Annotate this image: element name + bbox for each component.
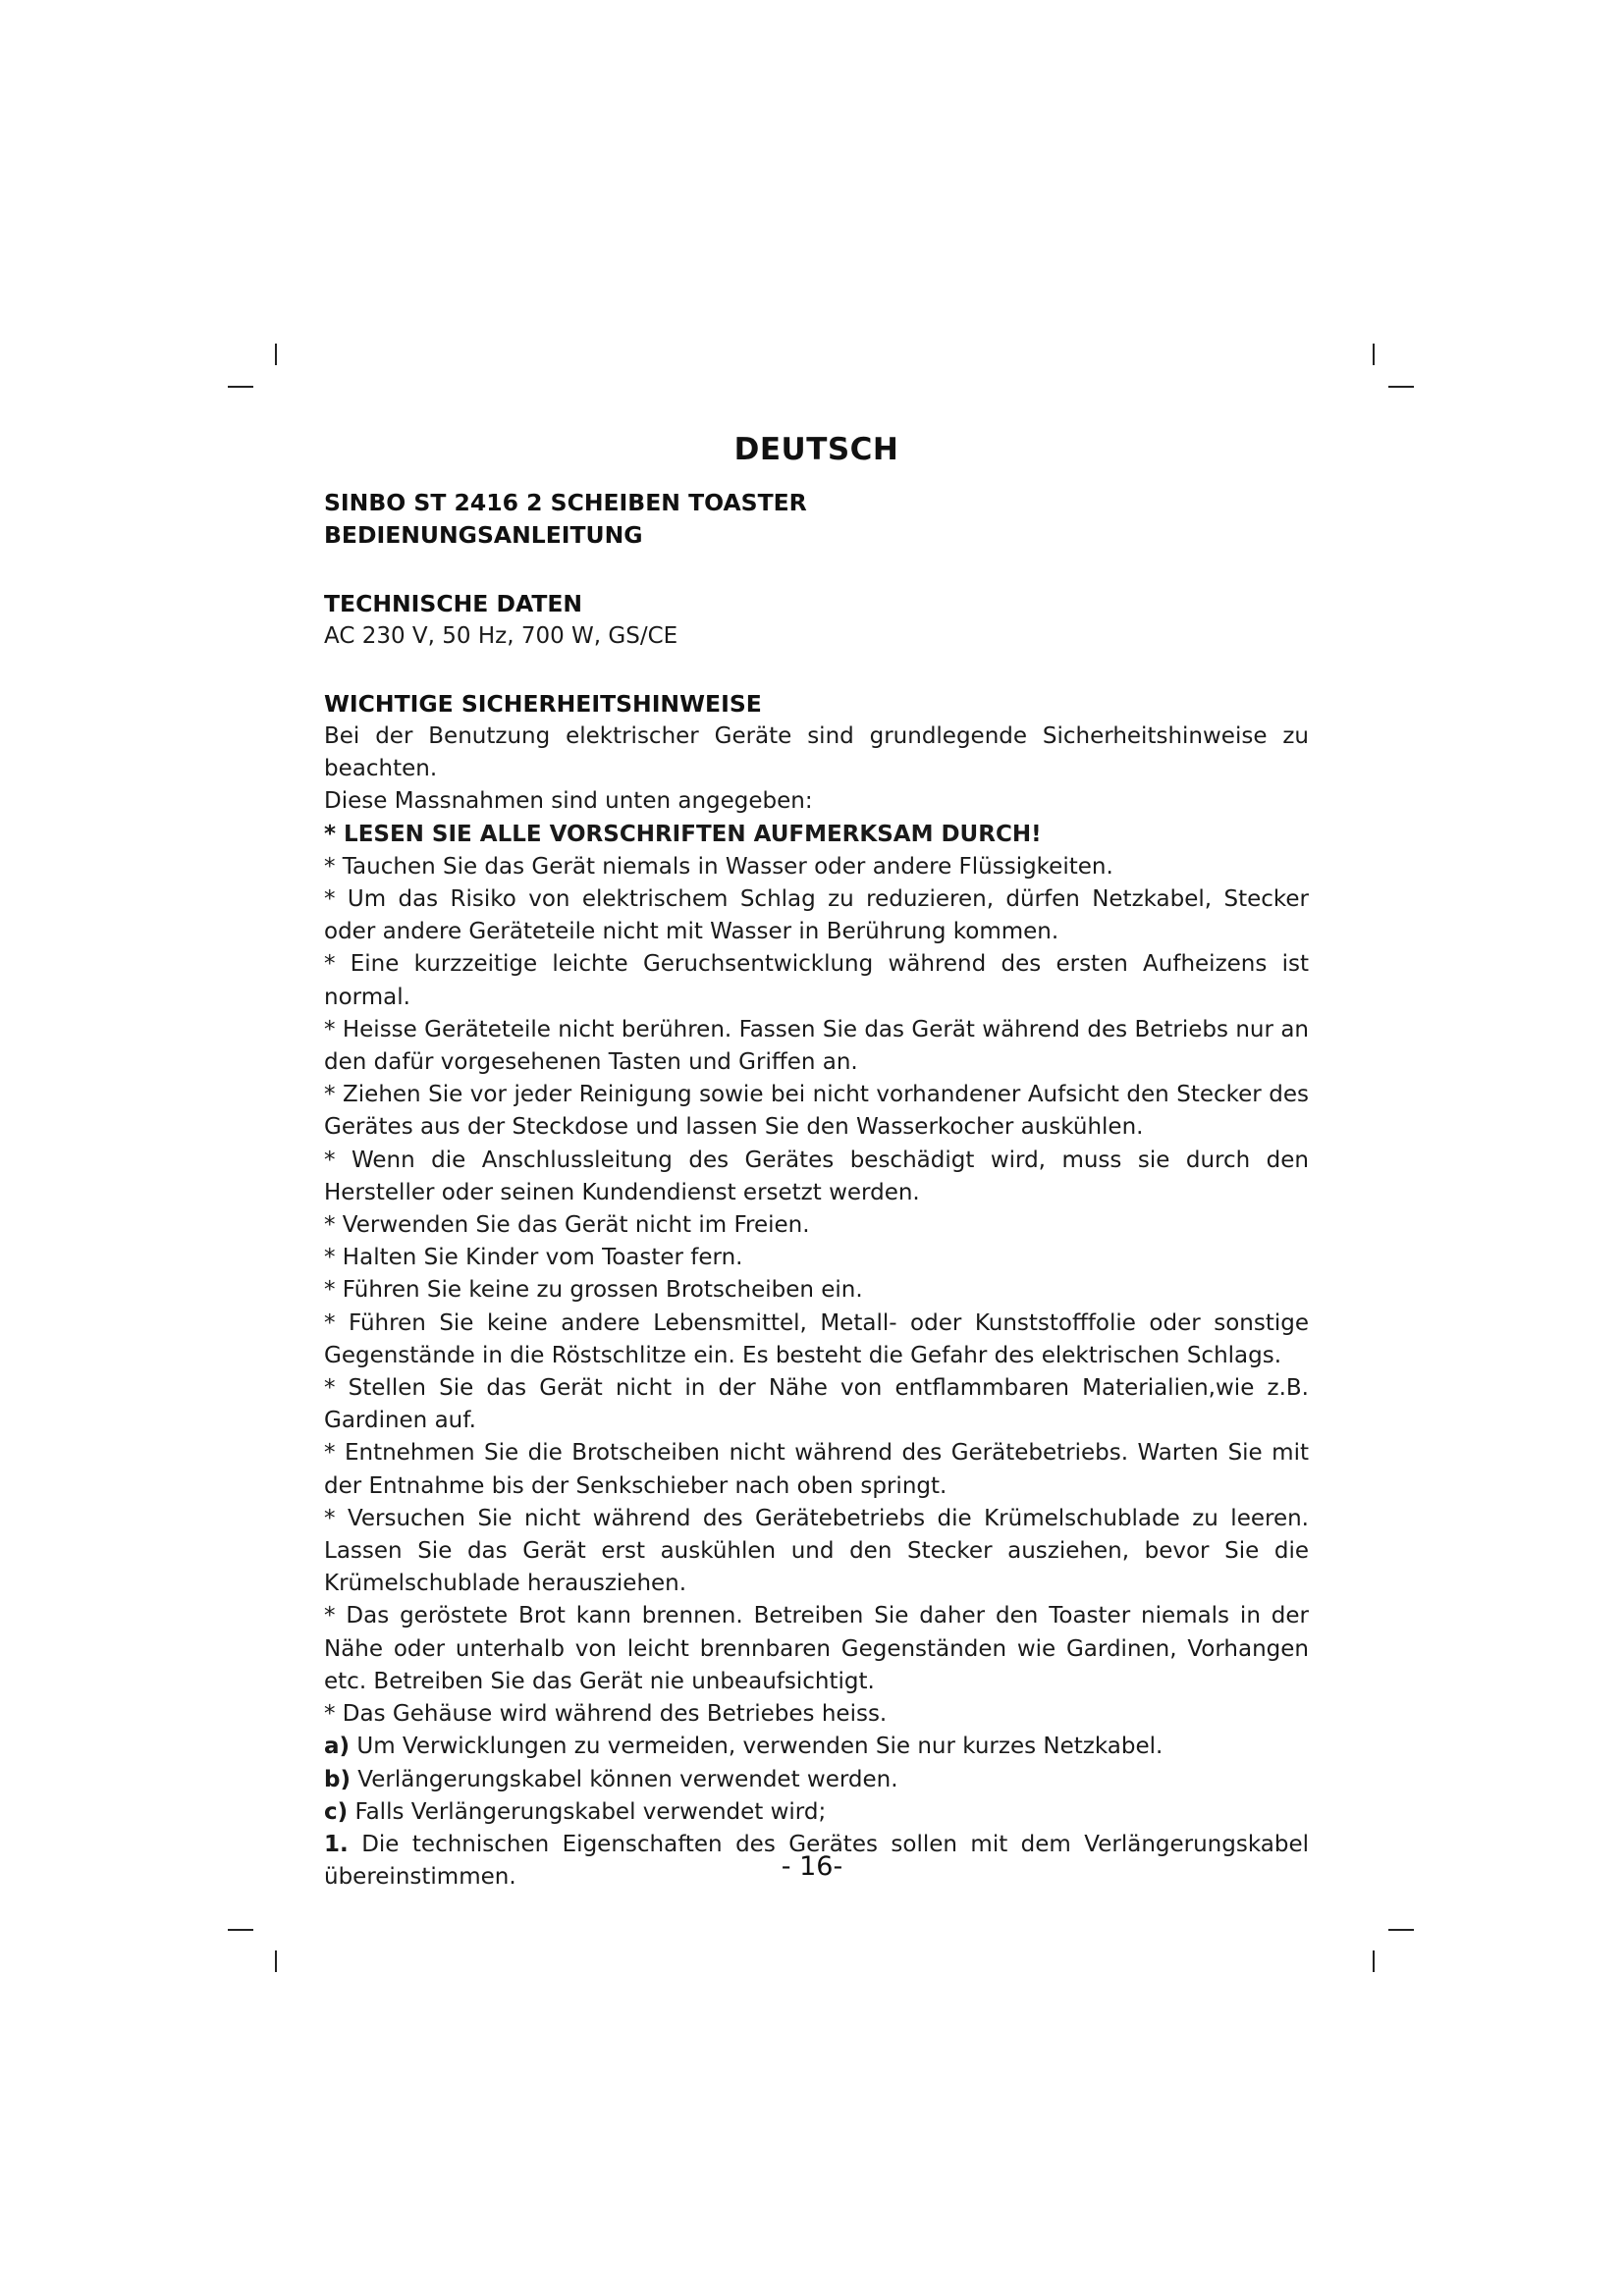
crop-mark <box>275 1950 277 1972</box>
list-item: * Eine kurzzeitige leichte Geruchsentwicklung während des ersten Aufheizens ist normal. <box>324 951 1309 1010</box>
crop-mark <box>275 344 277 365</box>
safety-intro-block <box>324 721 1309 851</box>
list-item: * Führen Sie keine andere Lebensmittel, Metall- oder Kunststofffolie oder sonstige Gegenstände in die Röstschlitze ein. Es besteht die Gefahr des elektrischen Schlags. <box>324 1309 1309 1368</box>
list-item: * Versuchen Sie nicht während des Gerätebetriebs die Krümelschublade zu leeren. Lassen Sie das Gerät erst auskühlen und den Stecker ausziehen, bevor Sie die Krümelschublade herausziehen. <box>324 1505 1309 1597</box>
crop-mark <box>228 386 253 388</box>
tech-data-heading: TECHNISCHE DATEN <box>324 590 583 617</box>
item-text: Die technischen Eigenschaften des Gerätes sollen mit dem Verlängerungskabel übereinstimmen. <box>324 1831 1309 1891</box>
item-label: c) <box>324 1798 349 1825</box>
list-item: * Führen Sie keine zu grossen Brotscheiben ein. <box>324 1277 863 1304</box>
list-item: * Das geröstete Brot kann brennen. Betreiben Sie daher den Toaster niemals in der Nähe oder unterhalb von leicht brennbaren Gegenständen wie Gardinen, Vorhangen etc. Betreiben Sie das Gerät nie unbeaufsichtigt. <box>324 1603 1309 1694</box>
list-item: * Um das Risiko von elektrischem Schlag zu reduzieren, dürfen Netzkabel, Stecker oder andere Geräteteile nicht mit Wasser in Berührung kommen. <box>324 886 1309 945</box>
safety-heading: WICHTIGE SICHERHEITSHINWEISE <box>324 690 762 718</box>
product-title: SINBO ST 2416 2 SCHEIBEN TOASTER <box>324 489 807 516</box>
list-item: * Ziehen Sie vor jeder Reinigung sowie bei nicht vorhandener Aufsicht den Stecker des Gerätes aus der Steckdose und lassen Sie den Wasserkocher auskühlen. <box>324 1082 1309 1141</box>
item-text: Falls Verlängerungskabel verwendet wird; <box>348 1798 827 1825</box>
crop-mark <box>1373 1950 1375 1972</box>
crop-mark <box>228 1929 253 1931</box>
page-number: - 16- <box>781 1851 843 1882</box>
lettered-item <box>324 1764 1309 1796</box>
list-item: * Verwenden Sie das Gerät nicht im Freien. <box>324 1212 810 1239</box>
document-body <box>324 432 1309 1894</box>
tech-specs: AC 230 V, 50 Hz, 700 W, GS/CE <box>324 623 678 649</box>
lettered-item <box>324 1796 1309 1829</box>
list-item: * Halten Sie Kinder vom Toaster fern. <box>324 1245 743 1271</box>
list-item: * Stellen Sie das Gerät nicht in der Nähe von entflammbaren Materialien,wie z.B. Gardinen auf. <box>324 1375 1309 1434</box>
list-item: * Tauchen Sie das Gerät niemals in Wasser oder andere Flüssigkeiten. <box>324 853 1113 880</box>
safety-warning: * LESEN SIE ALLE VORSCHRIFTEN AUFMERKSAM DURCH! <box>324 821 1042 847</box>
list-item: * Wenn die Anschlussleitung des Gerätes beschädigt wird, muss sie durch den Hersteller oder seinen Kundendienst ersetzt werden. <box>324 1147 1309 1205</box>
crop-mark <box>1373 344 1375 365</box>
item-label: 1. <box>324 1831 349 1857</box>
language-heading: DEUTSCH <box>733 432 899 467</box>
lettered-item <box>324 1731 1309 1763</box>
manual-title: BEDIENUNGSANLEITUNG <box>324 521 643 549</box>
item-label: b) <box>324 1766 351 1792</box>
list-item: * Das Gehäuse wird während des Betriebes heiss. <box>324 1701 888 1728</box>
crop-mark <box>1388 386 1414 388</box>
list-item: * Heisse Geräteteile nicht berühren. Fassen Sie das Gerät während des Betriebs nur an den dafür vorgesehenen Tasten und Griffen an. <box>324 1016 1309 1076</box>
safety-list <box>324 851 1309 1895</box>
safety-intro-2: Diese Massnahmen sind unten angegeben: <box>324 788 813 815</box>
safety-intro: Bei der Benutzung elektrischer Geräte sind grundlegende Sicherheitshinweise zu beachten. <box>324 723 1309 782</box>
item-text: Verlängerungskabel können verwendet werden. <box>350 1766 898 1792</box>
crop-mark <box>1388 1929 1414 1931</box>
item-text: Um Verwicklungen zu vermeiden, verwenden Sie nur kurzes Netzkabel. <box>350 1734 1164 1760</box>
list-item: * Entnehmen Sie die Brotscheiben nicht während des Gerätebetriebs. Warten Sie mit der Entnahme bis der Senkschieber nach oben springt. <box>324 1440 1309 1499</box>
item-label: a) <box>324 1734 351 1760</box>
